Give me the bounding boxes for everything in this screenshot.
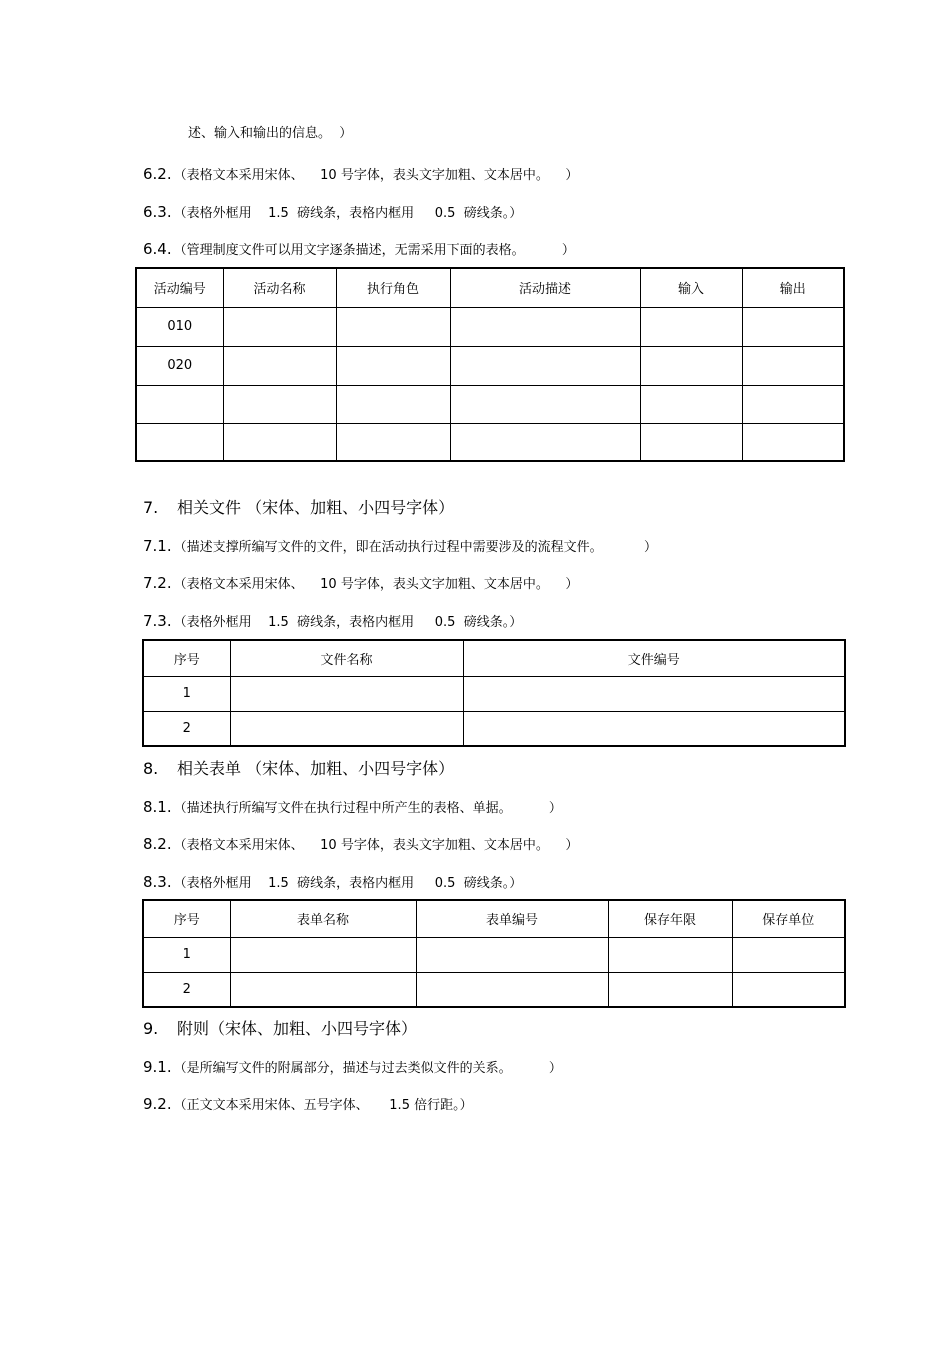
- table-cell: [450, 307, 640, 346]
- clause-text: （表格文本采用宋体、 10 号字体，表头文字加粗、文本居中。 ）: [173, 577, 579, 592]
- header-cell: 保存年限: [608, 900, 732, 937]
- table-cell: [416, 937, 608, 972]
- table-cell: [336, 385, 450, 423]
- clause-7-2: [143, 574, 578, 594]
- clause-number: 8.1.: [143, 798, 172, 816]
- clause-text: （管理制度文件可以用文字逐条描述，无需采用下面的表格。 ）: [173, 243, 575, 258]
- table-cell: [336, 307, 450, 346]
- table-cell: [450, 385, 640, 423]
- related-files-table: [142, 639, 846, 747]
- clause-text: （描述支撑所编写文件的文件，即在活动执行过程中需要涉及的流程文件。 ）: [173, 540, 657, 555]
- table-cell: [416, 972, 608, 1007]
- heading-text: 附则（宋体、加粗、小四号字体）: [177, 1019, 418, 1038]
- header-cell: 序号: [143, 900, 230, 937]
- table-cell: 2: [143, 972, 230, 1007]
- continuation-line: 述、输入和输出的信息。 ）: [188, 126, 353, 141]
- table-cell: 2: [143, 711, 230, 746]
- section-heading-9: [143, 1019, 417, 1039]
- clause-text: （是所编写文件的附属部分，描述与过去类似文件的关系。 ）: [173, 1061, 562, 1076]
- table-cell: [640, 346, 742, 385]
- clause-text: （表格文本采用宋体、 10 号字体，表头文字加粗、文本居中。 ）: [173, 168, 579, 183]
- table-cell: [608, 937, 732, 972]
- table-cell: [223, 346, 336, 385]
- table-row: [136, 307, 844, 346]
- header-cell: 文件编号: [463, 640, 845, 676]
- section-heading-7: [143, 498, 454, 518]
- clause-number: 7.3.: [143, 612, 172, 630]
- table-cell: [450, 346, 640, 385]
- clause-number: 9.2.: [143, 1095, 172, 1113]
- table-cell: [742, 307, 844, 346]
- table-cell: [230, 711, 463, 746]
- heading-text: 相关文件 （宋体、加粗、小四号字体）: [177, 498, 455, 517]
- table-cell: [223, 423, 336, 461]
- clause-6-2: [143, 165, 578, 185]
- section-heading-8: [143, 759, 454, 779]
- clause-number: 7.2.: [143, 574, 172, 592]
- table-cell: [136, 385, 223, 423]
- clause-number: 6.2.: [143, 165, 172, 183]
- heading-number: 7.: [143, 498, 159, 517]
- table-cell: [742, 423, 844, 461]
- header-cell: 活动名称: [223, 268, 336, 307]
- header-cell: 活动编号: [136, 268, 223, 307]
- table-cell: [136, 423, 223, 461]
- header-cell: 文件名称: [230, 640, 463, 676]
- table-row: [136, 423, 844, 461]
- header-cell: 表单名称: [230, 900, 416, 937]
- table-cell: [450, 423, 640, 461]
- heading-number: 9.: [143, 1019, 159, 1038]
- header-cell: 活动描述: [450, 268, 640, 307]
- clause-7-3: [143, 612, 522, 632]
- clause-text: （表格外框用 1.5 磅线条，表格内框用 0.5 磅线条。）: [173, 615, 523, 630]
- table-row: [143, 972, 845, 1007]
- table-cell: [223, 385, 336, 423]
- header-cell: 执行角色: [336, 268, 450, 307]
- table-cell: [732, 972, 845, 1007]
- table-cell: [230, 676, 463, 711]
- table-row: [136, 346, 844, 385]
- clause-number: 8.2.: [143, 835, 172, 853]
- table-cell: [732, 937, 845, 972]
- table-cell: 1: [143, 937, 230, 972]
- clause-8-1: [143, 798, 562, 818]
- table-cell: 010: [136, 307, 223, 346]
- table-cell: [608, 972, 732, 1007]
- table-row: [143, 711, 845, 746]
- clause-7-1: [143, 537, 657, 557]
- table-cell: [230, 972, 416, 1007]
- clause-6-4: [143, 240, 575, 260]
- clause-text: （表格文本采用宋体、 10 号字体，表头文字加粗、文本居中。 ）: [173, 838, 579, 853]
- clause-9-1: [143, 1058, 562, 1078]
- header-cell: 保存单位: [732, 900, 845, 937]
- clause-number: 9.1.: [143, 1058, 172, 1076]
- activity-table: [135, 267, 845, 462]
- table-cell: [640, 307, 742, 346]
- table-cell: [742, 346, 844, 385]
- clause-6-3: [143, 203, 522, 223]
- clause-text: （表格外框用 1.5 磅线条，表格内框用 0.5 磅线条。）: [173, 876, 523, 891]
- table-cell: [640, 423, 742, 461]
- table-cell: [336, 346, 450, 385]
- table-row: [143, 676, 845, 711]
- header-cell: 输出: [742, 268, 844, 307]
- clause-text: （正文文本采用宋体、五号字体、 1.5 倍行距。）: [173, 1098, 473, 1113]
- table-cell: 020: [136, 346, 223, 385]
- table-cell: [223, 307, 336, 346]
- clause-number: 6.4.: [143, 240, 172, 258]
- table-cell: [463, 711, 845, 746]
- clause-number: 7.1.: [143, 537, 172, 555]
- heading-number: 8.: [143, 759, 159, 778]
- related-forms-table: [142, 899, 846, 1008]
- table-row: [143, 937, 845, 972]
- clause-text: （描述执行所编写文件在执行过程中所产生的表格、单据。 ）: [173, 801, 562, 816]
- heading-text: 相关表单 （宋体、加粗、小四号字体）: [177, 759, 455, 778]
- table-cell: [640, 385, 742, 423]
- header-cell: 序号: [143, 640, 230, 676]
- clause-8-3: [143, 873, 522, 893]
- table-cell: [336, 423, 450, 461]
- header-cell: 表单编号: [416, 900, 608, 937]
- clause-number: 8.3.: [143, 873, 172, 891]
- clause-text: （表格外框用 1.5 磅线条，表格内框用 0.5 磅线条。）: [173, 206, 523, 221]
- table-cell: [230, 937, 416, 972]
- table-row: [136, 385, 844, 423]
- table-cell: 1: [143, 676, 230, 711]
- clause-9-2: [143, 1095, 473, 1115]
- clause-number: 6.3.: [143, 203, 172, 221]
- table-cell: [463, 676, 845, 711]
- clause-8-2: [143, 835, 578, 855]
- table-cell: [742, 385, 844, 423]
- header-cell: 输入: [640, 268, 742, 307]
